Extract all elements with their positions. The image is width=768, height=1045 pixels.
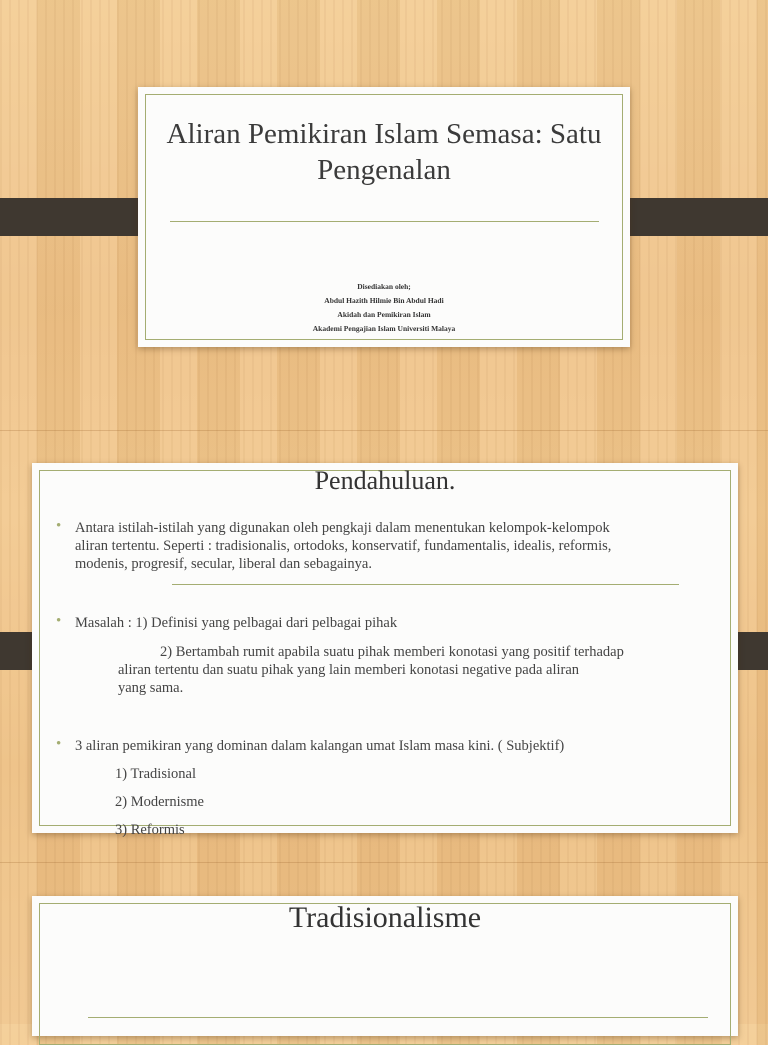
author-name: Abdul Hazith Hilmie Bin Abdul Hadi bbox=[324, 296, 444, 305]
title-divider bbox=[170, 221, 599, 222]
bullet-marker: • bbox=[56, 736, 62, 752]
credit-line: Disediakan oleh; bbox=[357, 282, 411, 291]
bullet-text: modenis, progresif, secular, liberal dan sebagainya. bbox=[75, 556, 372, 572]
wood-seam bbox=[0, 862, 768, 863]
slide-title-line2: Pengenalan bbox=[317, 154, 451, 186]
institution: Akademi Pengajian Islam Universiti Malaya bbox=[312, 324, 456, 333]
content-slide bbox=[32, 463, 738, 838]
slide-title-line1: Aliran Pemikiran Islam Semasa: Satu bbox=[166, 118, 602, 150]
wood-seam bbox=[0, 430, 768, 431]
slide-heading: Pendahuluan. bbox=[314, 466, 456, 495]
bullet-text: Antara istilah-istilah yang digunakan oleh pengkaji dalam menentukan kelompok-kelompok bbox=[75, 520, 610, 536]
list-item: 1) Tradisional bbox=[115, 766, 196, 782]
bullet-text: aliran tertentu. Seperti : tradisionalis, ortodoks, konservatif, fundamentalis, idealis, reformis, bbox=[75, 538, 612, 554]
bullet-text: Masalah : 1) Definisi yang pelbagai dari pelbagai pihak bbox=[75, 615, 398, 631]
bullet-marker: • bbox=[56, 518, 62, 534]
decorative-band-right bbox=[612, 198, 768, 236]
list-item: 3) Reformis bbox=[115, 822, 185, 838]
decorative-band-left bbox=[0, 198, 156, 236]
title-slide bbox=[138, 87, 630, 347]
department: Akidah dan Pemikiran Islam bbox=[337, 310, 431, 319]
bullet-subtext: yang sama. bbox=[118, 680, 184, 696]
bullet-text: 3 aliran pemikiran yang dominan dalam kalangan umat Islam masa kini. ( Subjektif) bbox=[75, 738, 565, 754]
content-slide bbox=[32, 896, 738, 1036]
slide-heading: Tradisionalisme bbox=[288, 901, 482, 934]
content-divider bbox=[172, 584, 679, 585]
bullet-subtext: 2) Bertambah rumit apabila suatu pihak memberi konotasi yang positif terhadap bbox=[160, 644, 624, 660]
list-item: 2) Modernisme bbox=[115, 794, 204, 810]
bullet-marker: • bbox=[56, 613, 62, 629]
content-divider bbox=[88, 1017, 708, 1018]
bullet-subtext: aliran tertentu dan suatu pihak yang lain memberi konotasi negative pada aliran bbox=[118, 662, 580, 678]
